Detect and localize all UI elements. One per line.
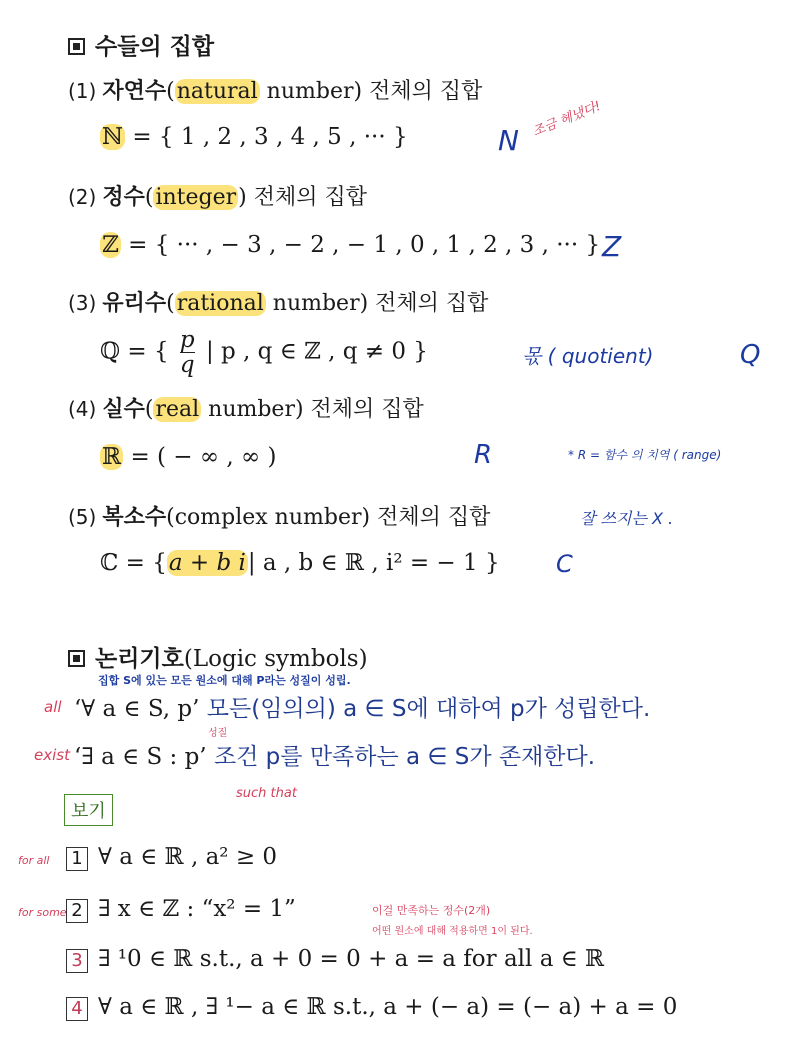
note-range: * R = 함수 의 치역 ( range): [568, 448, 722, 462]
example-label-box: 보기: [64, 794, 113, 826]
section-title-number-sets: 수들의 집합: [68, 28, 214, 61]
example-row-1: 1 ∀ a ∈ ℝ , a² ≥ 0: [66, 844, 277, 871]
row2-side-note: for some: [18, 906, 67, 919]
note-property: 성질: [208, 728, 228, 739]
item-rational: (3) 유리수(rational number) 전체의 집합: [68, 291, 489, 316]
item-integer: (2) 정수(integer) 전체의 집합: [68, 185, 367, 210]
item-complex: (5) 복소수(complex number) 전체의 집합: [68, 505, 491, 530]
note-quotient: 몫 ( quotient): [522, 344, 654, 368]
item-real: (4) 실수(real number) 전체의 집합: [68, 397, 424, 422]
filled-square-icon: [68, 38, 85, 55]
set-integer: ℤ = { ··· , − 3 , − 2 , − 1 , 0 , 1 , 2 , 3 , ··· }: [102, 232, 601, 258]
example-row-2: 2 ∃ x ∈ ℤ : “x² = 1”: [66, 896, 296, 923]
note-q-letter: Q: [740, 340, 761, 370]
label-all: all: [44, 698, 62, 716]
note-forall: 집합 S에 있는 모든 원소에 대해 P라는 성질이 성립.: [98, 674, 351, 687]
note-such-that: such that: [236, 786, 297, 801]
set-real: ℝ = ( − ∞ , ∞ ): [102, 444, 277, 470]
row1-side-note: for all: [18, 854, 50, 867]
example-row-4: 4 ∀ a ∈ ℝ , ∃ ¹− a ∈ ℝ s.t., a + (− a) = (− a) + a = 0: [66, 994, 677, 1021]
row3-note: 어떤 원소에 대해 적용하면 1이 된다.: [372, 926, 533, 937]
set-natural: ℕ = { 1 , 2 , 3 , 4 , 5 , ··· }: [102, 124, 408, 150]
row2-note: 이걸 만족하는 정수(2개): [372, 904, 491, 917]
exists-expression: ‘∃ a ∈ S : p’ 조건 p를 만족하는 a ∈ S가 존재한다.: [74, 744, 596, 770]
forall-expression: ‘∀ a ∈ S, p’ 모든(임의의) a ∈ S에 대하여 p가 성립한다.: [74, 696, 651, 722]
note-c-letter: C: [556, 550, 573, 578]
set-rational: ℚ = { $\frac{p}{q}$ | p , q ∈ ℤ , q ≠ 0 }: [100, 327, 428, 378]
filled-square-icon: [68, 650, 85, 667]
note-n-letter: N: [498, 124, 519, 157]
item-natural: (1) 자연수(natural number) 전체의 집합: [68, 79, 483, 104]
note-n-comment: 조금 헤냈다!: [530, 98, 604, 140]
note-r-letter: R: [474, 440, 493, 470]
label-exist: exist: [34, 746, 70, 764]
set-complex: ℂ = {a + b i| a , b ∈ ℝ , i² = − 1 }: [100, 550, 500, 576]
note-rarely-used: 잘 쓰지는 X .: [580, 509, 674, 528]
fraction-p-over-q: $\frac{p}{q}$: [179, 327, 195, 378]
note-z-letter: Z: [602, 230, 622, 263]
section-title-logic-symbols: 논리기호(Logic symbols): [68, 640, 368, 673]
example-row-3: 3 ∃ ¹0 ∈ ℝ s.t., a + 0 = 0 + a = a for all a ∈ ℝ: [66, 946, 604, 973]
